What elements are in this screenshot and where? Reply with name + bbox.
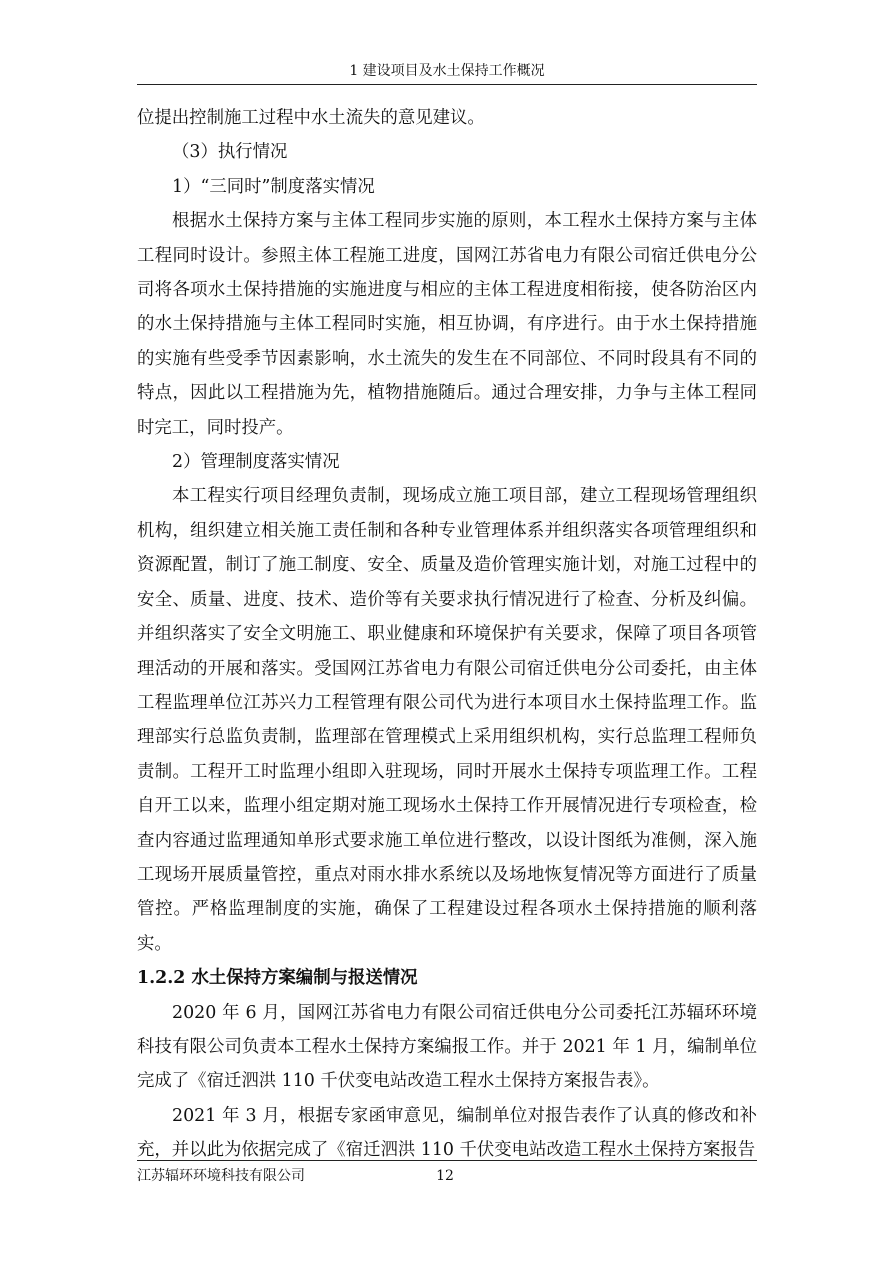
section-heading-1-2-2: 1.2.2 水土保持方案编制与报送情况: [137, 968, 418, 989]
paragraph-management-system: 本工程实行项目经理负责制，现场成立施工项目部，建立工程现场管理组织机构，组织建立相关施工责任制和各种专业管理体系并组织落实各项管理组织和资源配置，制订了施工制度、安全、质量及造价管理实施计划，对施工过程中的安全、质量、进度、技术、造价等有关要求执行情况进行了检查、分析及纠偏。并组织落实了安全文明施工、职业健康和环境保护有关要求，保障了项目各项管理活动的开展和落实。受国网江苏省电力有限公司宿迁供电分公司委托，由主体工程监理单位江苏兴力工程管理有限公司代为进行本项目水土保持监理工作。监理部实行总监负责制，监理部在管理模式上采用组织机构，实行总监理工程师负责制。工程开工时监理小组即入驻现场，同时开展水土保持专项监理工作。工程自开工以来，监理小组定期对施工现场水土保持工作开展情况进行专项检查，检查内容通过监理通知单形式要求施工单位进行整改，以设计图纸为准侧，深入施工现场开展质量管控，重点对雨水排水系统以及场地恢复情况等方面进行了质量管控。严格监理制度的实施，确保了工程建设过程各项水土保持措施的顺利落实。: [137, 486, 757, 954]
subheading-execution: （3）执行情况: [172, 142, 288, 163]
subheading-three-simultaneous: 1）“三同时”制度落实情况: [172, 176, 375, 197]
paragraph-continuation: 位提出控制施工过程中水土流失的意见建议。: [137, 108, 485, 128]
footer-company: 江苏辐环环境科技有限公司: [137, 1168, 305, 1184]
page-body: [137, 101, 757, 1168]
footer-rule: [137, 1160, 757, 1161]
paragraph-plan-2021: 2021 年 3 月，根据专家函审意见，编制单位对报告表作了认真的修改和补充，并以此为依据完成了《宿迁泗洪 110 千伏变电站改造工程水土保持方案报告: [137, 1105, 757, 1161]
paragraph-plan-2020: 2020 年 6 月，国网江苏省电力有限公司宿迁供电分公司委托江苏辐环环境科技有限公司负责本工程水土保持方案编报工作。并于 2021 年 1 月，编制单位完成了《宿迁泗洪 110 千伏变电站改造工程水土保持方案报告表》。: [137, 1002, 757, 1092]
subheading-management-system: 2）管理制度落实情况: [172, 452, 340, 473]
running-header: 1 建设项目及水土保持工作概况: [349, 63, 545, 79]
paragraph-three-simultaneous: 根据水土保持方案与主体工程同步实施的原则，本工程水土保持方案与主体工程同时设计。参照主体工程施工进度，国网江苏省电力有限公司宿迁供电分公司将各项水土保持措施的实施进度与相应的主体工程进度相衔接，使各防治区内的水土保持措施与主体工程同时实施，相互协调，有序进行。由于水土保持措施的实施有些受季节因素影响，水土流失的发生在不同部位、不同时段具有不同的特点，因此以工程措施为先，植物措施随后。通过合理安排，力争与主体工程同时完工，同时投产。: [137, 211, 757, 438]
header-rule: [137, 84, 757, 85]
page-number: 12: [436, 1168, 454, 1184]
